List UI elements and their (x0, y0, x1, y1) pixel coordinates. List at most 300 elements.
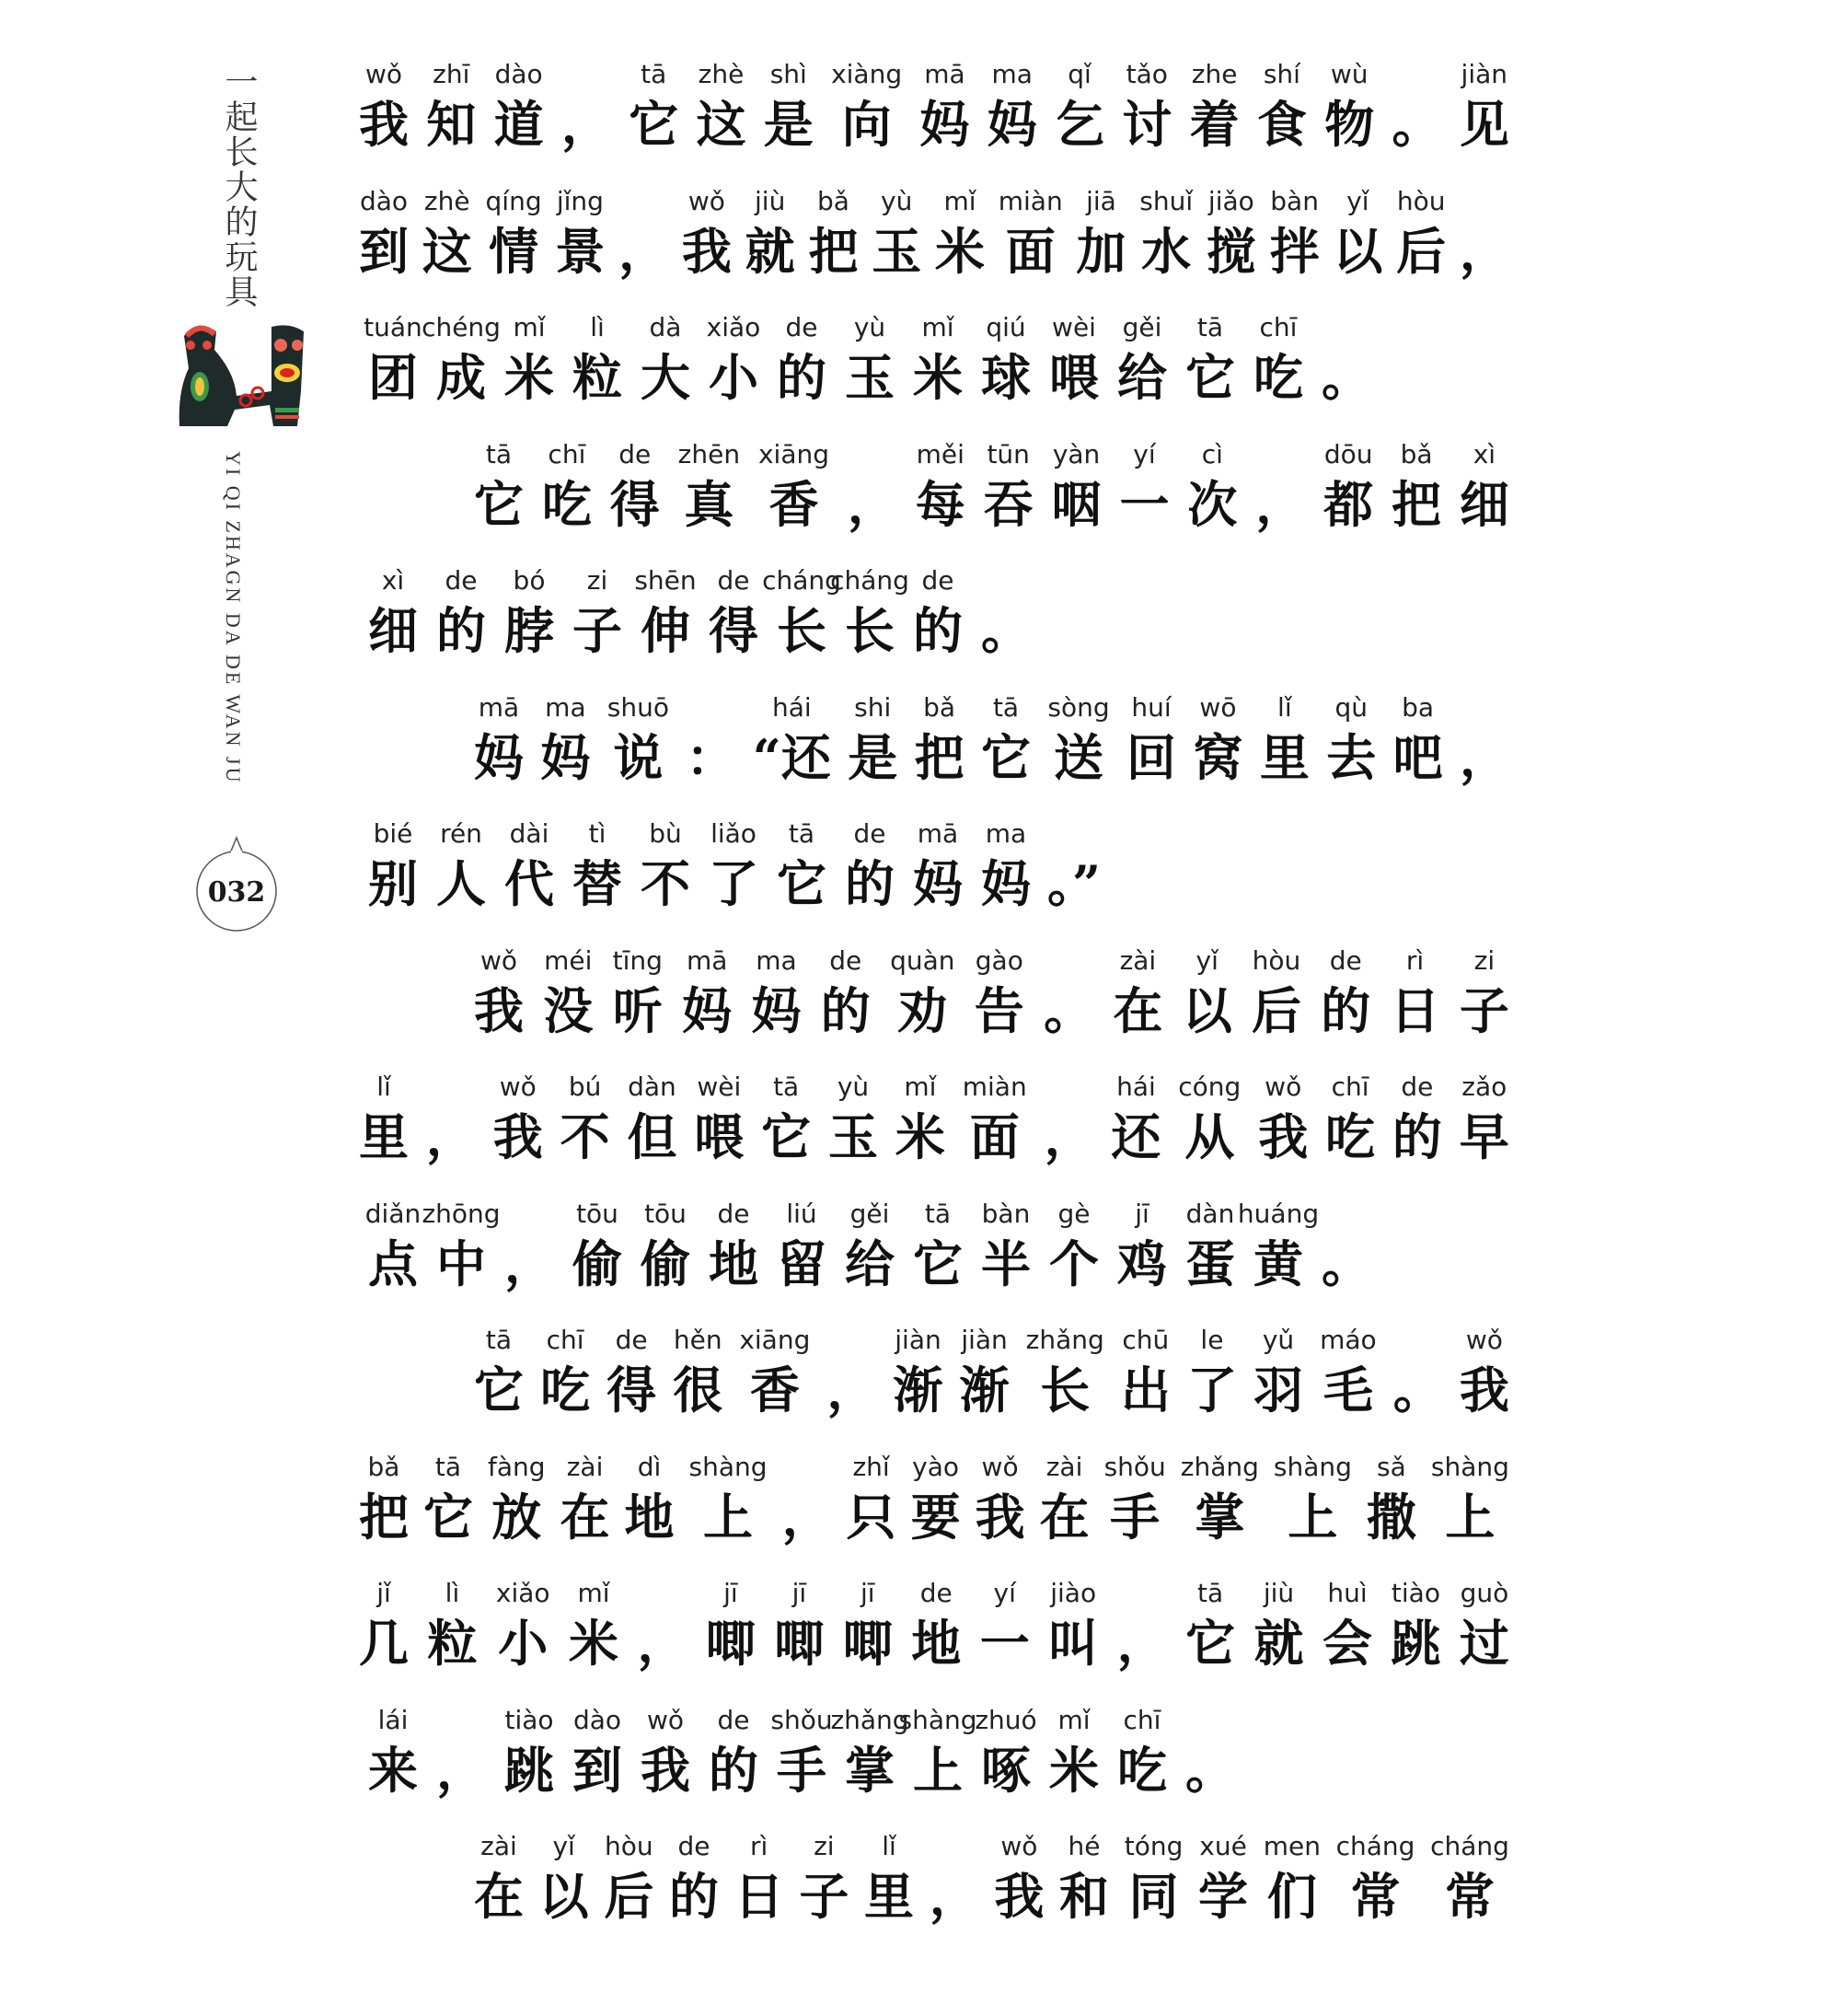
hanzi: 情 (489, 221, 539, 281)
pinyin: yù (853, 312, 886, 342)
character-cell (972, 1703, 1040, 1802)
hanzi: 球 (981, 348, 1031, 407)
pinyin: jiù (1263, 1578, 1295, 1608)
hanzi: 后 (1251, 980, 1301, 1040)
character-cell (1076, 184, 1126, 284)
pinyin: guò (1460, 1578, 1509, 1608)
pinyin: tā (485, 438, 513, 469)
hanzi: 地 (911, 1614, 962, 1673)
pinyin: sòng (1047, 691, 1110, 723)
hanzi: 米 (504, 348, 554, 407)
pinyin: de (1401, 1072, 1434, 1102)
character-cell (625, 1450, 675, 1549)
hanzi: 米 (913, 348, 963, 407)
pinyin: hé (1068, 1831, 1101, 1861)
character-cell (904, 1197, 972, 1296)
character-cell (359, 1197, 427, 1296)
character-cell (836, 1197, 904, 1296)
hanzi: ， (1459, 221, 1509, 281)
character-cell (930, 1829, 979, 1929)
pinyin: jiào (1050, 1578, 1097, 1608)
character-cell (422, 1197, 501, 1296)
hanzi: 去 (1326, 727, 1377, 787)
hanzi: 吧 (1392, 727, 1443, 787)
hanzi: 妈 (751, 980, 802, 1040)
page-number-badge (195, 849, 278, 932)
character-cell (1274, 1450, 1352, 1549)
hanzi: 渐 (959, 1361, 1010, 1419)
hanzi: 次 (1187, 474, 1238, 534)
character-cell (1312, 1197, 1380, 1296)
pinyin: tā (924, 1198, 952, 1229)
character-cell (422, 310, 501, 410)
pinyin: bàn (1270, 185, 1319, 216)
hanzi: 不 (641, 854, 690, 913)
pinyin: dào (572, 1704, 622, 1735)
pinyin: wǒ (687, 185, 725, 216)
character-cell (768, 1703, 836, 1802)
pinyin: lǐ (376, 1072, 391, 1102)
pinyin: tā (992, 691, 1020, 723)
character-cell (843, 1576, 893, 1675)
character-cell (1108, 1703, 1176, 1802)
character-cell (894, 1323, 943, 1422)
pinyin: hòu (1252, 944, 1301, 976)
character-cell (872, 184, 921, 284)
hanzi: 只 (846, 1487, 896, 1546)
character-cell (1198, 1829, 1248, 1929)
character-cell (1193, 690, 1242, 790)
pinyin: de (829, 944, 862, 976)
hanzi: 以 (1182, 980, 1232, 1040)
pinyin: shàng (898, 1704, 977, 1735)
pinyin: de (785, 312, 818, 342)
pinyin: gào (975, 944, 1023, 976)
character-cell (960, 1323, 1010, 1422)
hanzi: 掌 (1195, 1487, 1245, 1546)
pinyin: dào (494, 59, 543, 89)
hanzi: 长 (1040, 1361, 1091, 1419)
pinyin: dōu (1323, 438, 1373, 469)
pinyin: gěi (1122, 312, 1162, 342)
pinyin: zhuó (975, 1704, 1037, 1735)
pinyin: tiào (504, 1704, 554, 1735)
character-cell (1391, 944, 1440, 1043)
character-cell (706, 1576, 756, 1675)
character-cell (808, 184, 858, 284)
pinyin: cháng (830, 565, 909, 596)
hanzi: 每 (915, 474, 965, 534)
hanzi: 香 (749, 1361, 800, 1419)
pinyin: jī (1135, 1198, 1149, 1229)
character-cell (1460, 690, 1509, 790)
character-cell (1391, 1576, 1440, 1675)
pinyin: zhǎng (830, 1704, 909, 1735)
character-cell (774, 1576, 824, 1675)
character-cell (1176, 310, 1244, 410)
character-cell (359, 184, 409, 284)
text-line (359, 1070, 1509, 1197)
pinyin: dà (649, 312, 682, 342)
character-cell (1108, 310, 1176, 410)
character-cell (1253, 1323, 1303, 1422)
character-cell (972, 817, 1040, 916)
character-cell (988, 57, 1037, 156)
pinyin: jī (723, 1578, 738, 1608)
hanzi: 。 (1392, 1361, 1443, 1419)
hanzi: 是 (763, 95, 814, 154)
hanzi: 了 (1186, 1361, 1237, 1419)
pinyin: shì (769, 59, 807, 89)
hanzi: ， (1460, 727, 1509, 787)
pinyin: huí (1131, 691, 1172, 723)
character-cell (1260, 690, 1310, 790)
pinyin: xiàng (831, 59, 903, 89)
character-cell (1255, 437, 1305, 537)
character-cell (831, 57, 902, 156)
pinyin: měi (916, 438, 964, 469)
hanzi: 妈 (474, 727, 524, 787)
character-cell (627, 1070, 676, 1169)
hanzi: 米 (569, 1614, 618, 1673)
character-cell (1119, 437, 1169, 537)
pinyin: cháng (762, 565, 841, 596)
pinyin: hěn (673, 1325, 722, 1355)
pinyin: gěi (849, 1198, 890, 1229)
character-cell (607, 690, 669, 790)
character-cell (1126, 690, 1176, 790)
character-cell (1393, 1323, 1443, 1422)
hanzi: 出 (1120, 1361, 1171, 1419)
hanzi: 就 (745, 221, 795, 281)
hanzi: 别 (368, 854, 418, 913)
character-cell (1430, 1829, 1509, 1929)
hanzi: 人 (436, 854, 486, 913)
pinyin: bǎ (923, 691, 956, 723)
character-cell (1393, 690, 1443, 790)
hanzi: 吃 (1117, 1740, 1167, 1800)
hanzi: 团 (368, 348, 418, 407)
text-line (359, 690, 1509, 817)
character-cell (1258, 1070, 1308, 1169)
hanzi: 在 (474, 1867, 524, 1926)
hanzi: 从 (1184, 1107, 1235, 1166)
pinyin: bǎ (816, 185, 849, 216)
character-cell (696, 57, 745, 156)
hanzi: 我 (641, 1740, 690, 1800)
character-cell (1320, 1323, 1377, 1422)
character-cell (904, 563, 972, 663)
character-cell (539, 1829, 589, 1929)
pinyin: bàn (981, 1198, 1031, 1229)
pinyin: yǐ (552, 1831, 575, 1861)
pinyin: cì (1201, 438, 1223, 469)
hanzi: ， (1255, 474, 1306, 534)
hanzi: 妈 (987, 95, 1037, 154)
character-cell (495, 310, 563, 410)
character-cell (422, 184, 472, 284)
hanzi: 点 (368, 1234, 418, 1293)
pinyin: lǐ (1277, 691, 1292, 723)
pinyin: zhè (698, 59, 745, 89)
hanzi: 替 (572, 854, 622, 913)
pinyin: shuǐ (1139, 185, 1194, 216)
character-cell (686, 690, 735, 790)
hanzi: 它 (981, 727, 1032, 787)
character-cell (762, 563, 841, 663)
hanzi: ， (781, 1487, 832, 1546)
hanzi: 妈 (913, 854, 963, 913)
pinyin: lì (590, 312, 605, 342)
pinyin: liú (786, 1198, 817, 1229)
character-cell (474, 1323, 524, 1422)
character-cell (1333, 184, 1382, 284)
pinyin: cóng (1178, 1072, 1242, 1102)
hanzi: 不 (560, 1107, 610, 1166)
character-cell (1392, 57, 1441, 156)
character-cell (426, 1070, 476, 1169)
pinyin: lì (445, 1578, 460, 1608)
pinyin: qíng (485, 185, 542, 216)
text-line (359, 437, 1509, 564)
pinyin: shí (1263, 59, 1300, 89)
pinyin: wǒ (1465, 1325, 1503, 1355)
character-cell (689, 1450, 768, 1549)
character-cell (699, 1197, 768, 1296)
character-cell (984, 437, 1034, 537)
hanzi: 就 (1253, 1614, 1304, 1673)
hanzi: 渐 (893, 1361, 943, 1419)
hanzi: 吃 (541, 474, 592, 534)
book-title-pinyin-vertical: YI QI ZHAGN DA DE WAN JU (222, 451, 245, 785)
hanzi: 鸡 (1117, 1234, 1167, 1293)
hanzi: 在 (1039, 1487, 1090, 1546)
character-cell (493, 1070, 543, 1169)
character-cell (699, 310, 768, 410)
pinyin: dài (509, 818, 549, 849)
pinyin: ma (985, 818, 1027, 849)
hanzi: 把 (914, 727, 964, 787)
pinyin: jiàn (1461, 59, 1508, 89)
character-cell (1460, 1070, 1509, 1169)
pinyin: hòu (605, 1831, 653, 1861)
hanzi: 的 (845, 854, 895, 913)
pinyin: de (618, 438, 652, 469)
pinyin: yǔ (1262, 1325, 1295, 1355)
hanzi: 跳 (1391, 1614, 1441, 1673)
hanzi: 我 (975, 1487, 1025, 1546)
hanzi: 很 (673, 1361, 723, 1419)
hanzi: 向 (841, 95, 892, 154)
character-cell (1125, 1829, 1184, 1929)
hanzi: 玉 (872, 221, 922, 281)
pinyin: qiú (986, 312, 1026, 342)
hanzi: 米 (895, 1107, 945, 1166)
hanzi: 它 (761, 1107, 812, 1166)
hanzi: 以 (1333, 221, 1383, 281)
character-cell (699, 1703, 768, 1802)
pinyin: shǒu (1103, 1451, 1166, 1482)
character-cell (980, 1576, 1030, 1675)
hanzi: 后 (604, 1867, 654, 1926)
pinyin: jī (860, 1578, 875, 1608)
character-cell (474, 944, 524, 1043)
hanzi: 的 (709, 1740, 758, 1800)
character-cell (1460, 184, 1509, 284)
hanzi: 喂 (694, 1107, 745, 1166)
character-cell (972, 310, 1040, 410)
character-cell (972, 563, 1040, 663)
hanzi: 长 (845, 601, 895, 660)
pinyin: gè (1057, 1198, 1091, 1229)
hanzi: 吃 (1253, 348, 1303, 407)
pinyin: zi (586, 565, 608, 596)
character-cell (1108, 1197, 1176, 1296)
hanzi: 回 (1126, 727, 1177, 787)
character-cell (618, 184, 668, 284)
pinyin: zhǎng (1180, 1451, 1259, 1482)
pinyin: tā (773, 1072, 800, 1102)
character-cell (1323, 437, 1373, 537)
hanzi: 加 (1076, 221, 1126, 281)
pinyin: xì (381, 565, 405, 596)
hanzi: ， (504, 1234, 554, 1293)
pinyin: tā (1197, 1578, 1224, 1608)
hanzi: 日 (733, 1867, 784, 1926)
hanzi: 大 (641, 348, 690, 407)
hanzi: 一 (1119, 474, 1170, 534)
pinyin: yàn (1052, 438, 1101, 469)
clay-toy-illustration (170, 318, 308, 433)
character-cell (915, 690, 964, 790)
pinyin: huáng (1237, 1198, 1320, 1229)
character-cell (359, 1576, 409, 1675)
character-cell (1326, 690, 1376, 790)
hanzi: 得 (609, 474, 660, 534)
hanzi: 几 (359, 1614, 409, 1673)
pinyin: chī (548, 438, 586, 469)
character-cell (1139, 184, 1193, 284)
pinyin: tūn (987, 438, 1030, 469)
character-cell (637, 1576, 687, 1675)
hanzi: 偷 (641, 1234, 690, 1293)
character-cell (474, 1829, 524, 1929)
pinyin: shēn (634, 565, 697, 596)
hanzi: ， (826, 1361, 877, 1419)
character-cell (1111, 1070, 1161, 1169)
character-cell (359, 817, 427, 916)
character-cell (1460, 1576, 1509, 1675)
character-cell (555, 184, 605, 284)
pinyin: jiàn (895, 1325, 941, 1355)
pinyin: chī (1331, 1072, 1369, 1102)
character-cell (826, 1323, 876, 1422)
hanzi: 是 (848, 727, 898, 787)
character-cell (1322, 1576, 1372, 1675)
hanzi: 来 (368, 1740, 418, 1800)
hanzi: 知 (426, 95, 477, 154)
character-cell (1181, 1450, 1259, 1549)
pinyin: bǎ (367, 1451, 400, 1482)
text-line (359, 1323, 1509, 1450)
hanzi: 会 (1322, 1614, 1372, 1673)
hanzi: 手 (777, 1740, 826, 1800)
character-cell (734, 1829, 784, 1929)
hanzi: 日 (1390, 980, 1440, 1040)
hanzi: 我 (474, 980, 524, 1040)
hanzi: 里 (864, 1867, 915, 1926)
pinyin: tā (641, 59, 667, 89)
pinyin: miàn (998, 185, 1063, 216)
character-cell (904, 817, 972, 916)
hanzi: 水 (1141, 221, 1192, 281)
character-cell (629, 57, 678, 156)
character-cell (560, 1070, 610, 1169)
pinyin: tōu (644, 1198, 687, 1229)
pinyin: jǐ (376, 1578, 391, 1608)
hanzi: 我 (492, 1107, 543, 1166)
hanzi: 蛋 (1185, 1234, 1235, 1293)
pinyin: yǐ (1195, 944, 1219, 976)
hanzi: 以 (538, 1867, 589, 1926)
hanzi: 给 (845, 1234, 895, 1293)
hanzi: 它 (423, 1487, 473, 1546)
character-cell (916, 437, 965, 537)
pinyin: lái (377, 1704, 409, 1735)
hanzi: 见 (1459, 95, 1509, 154)
hanzi: 中 (436, 1234, 486, 1293)
pinyin: qù (1334, 691, 1368, 723)
pinyin: diǎn (364, 1198, 422, 1229)
hanzi: “还 (752, 727, 831, 787)
character-cell (1460, 1323, 1509, 1422)
hanzi: 妈 (919, 95, 970, 154)
pinyin: jī (791, 1578, 807, 1608)
character-cell (821, 944, 871, 1043)
hanzi: 我 (681, 221, 732, 281)
hanzi: 放 (491, 1487, 542, 1546)
hanzi: 撒 (1366, 1487, 1416, 1546)
hanzi: 得 (709, 601, 758, 660)
pinyin: hái (1116, 1072, 1156, 1102)
character-cell (613, 944, 663, 1043)
character-cell (495, 1197, 563, 1296)
pinyin: tiào (1391, 1578, 1440, 1608)
pinyin: chī (546, 1325, 584, 1355)
hanzi: 告 (974, 980, 1024, 1040)
character-cell (895, 1070, 945, 1169)
hanzi: 地 (709, 1234, 758, 1293)
character-cell (848, 690, 897, 790)
pinyin: liǎo (710, 818, 757, 849)
pinyin: de (717, 1198, 750, 1229)
hanzi: 同 (1128, 1867, 1179, 1926)
pinyin: wèi (1052, 312, 1096, 342)
hanzi: 米 (1049, 1740, 1099, 1800)
character-cell (427, 1703, 495, 1802)
hanzi: 但 (627, 1107, 677, 1166)
hanzi: 半 (981, 1234, 1031, 1293)
character-cell (1396, 184, 1446, 284)
hanzi: 它 (777, 854, 826, 913)
hanzi: 唧 (705, 1614, 756, 1673)
character-cell (427, 817, 495, 916)
character-cell (631, 817, 699, 916)
hanzi: 的 (1392, 1107, 1442, 1166)
hanzi: ， (1116, 1614, 1167, 1673)
character-cell (1040, 310, 1108, 410)
pinyin: yí (1133, 438, 1156, 469)
